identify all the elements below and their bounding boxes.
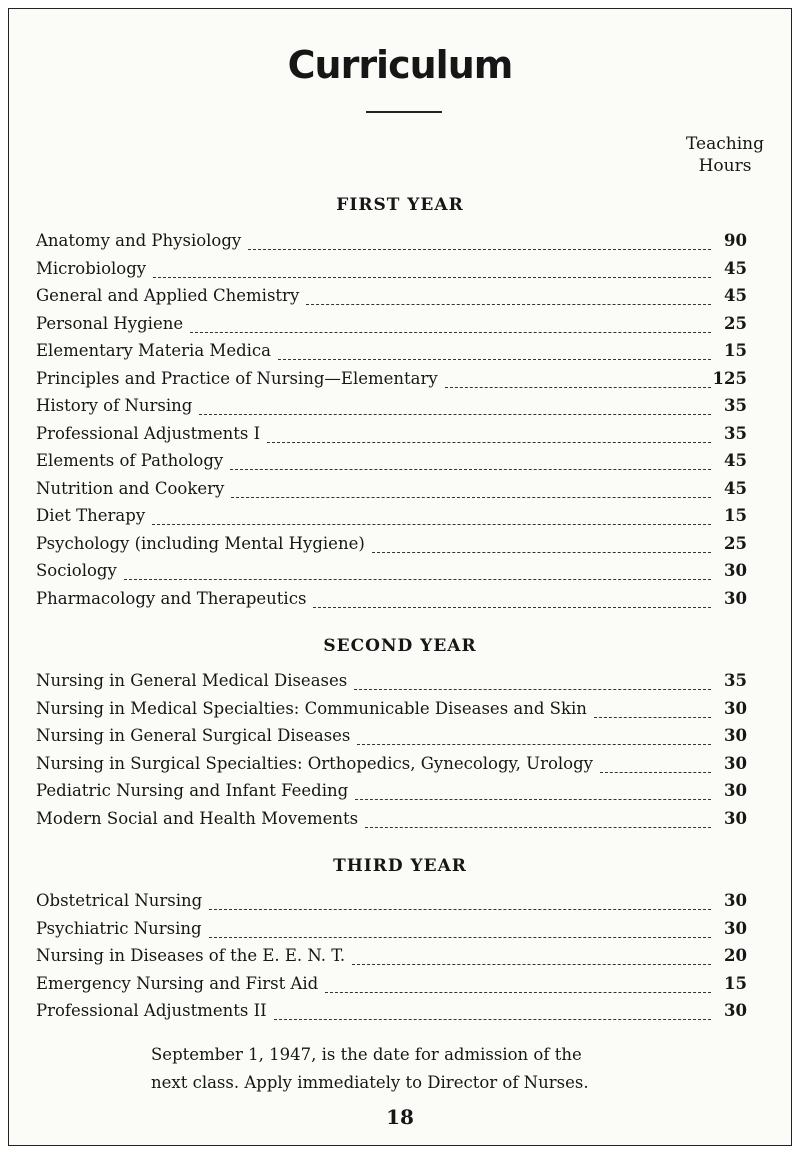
curriculum-row [36, 314, 747, 336]
teaching-hours-value: 35 [724, 423, 747, 443]
dot-leader [372, 552, 711, 553]
curriculum-row [36, 946, 747, 968]
curriculum-row [36, 369, 747, 391]
teaching-hours-value: 30 [724, 891, 747, 910]
dot-leader [231, 497, 711, 498]
subject-name: Pediatric Nursing and Infant Feeding [36, 781, 349, 800]
subject-name: Principles and Practice of Nursing—Elementary [36, 368, 438, 388]
dot-leader [365, 827, 711, 828]
curriculum-row [36, 534, 747, 556]
dot-leader [355, 799, 711, 800]
dot-leader [278, 359, 711, 360]
curriculum-row [36, 259, 747, 281]
curriculum-row [36, 424, 747, 446]
dot-leader [153, 277, 711, 278]
subject-name: Professional Adjustments II [36, 1001, 267, 1020]
dot-leader [352, 964, 711, 965]
admission-notice [139, 1041, 679, 1097]
teaching-hours-value: 25 [724, 533, 747, 553]
teaching-hours-value: 30 [724, 1001, 747, 1020]
section-heading: SECOND YEAR [323, 636, 477, 656]
hours-header-line-1: Teaching [686, 134, 764, 154]
subject-name: Nursing in Diseases of the E. E. N. T. [36, 946, 346, 965]
dot-leader [152, 524, 711, 525]
curriculum-row [36, 1001, 747, 1023]
teaching-hours-value: 35 [724, 396, 747, 415]
teaching-hours-value: 30 [724, 698, 747, 718]
dot-leader [313, 607, 711, 608]
teaching-hours-value: 125 [712, 368, 747, 388]
subject-name: Pharmacology and Therapeutics [36, 588, 307, 608]
curriculum-row [36, 671, 747, 693]
teaching-hours-value: 25 [724, 313, 747, 333]
subject-name: Sociology [36, 561, 117, 580]
document-page [8, 8, 792, 1146]
subject-name: Nutrition and Cookery [36, 478, 225, 498]
curriculum-row [36, 286, 747, 308]
teaching-hours-value: 30 [724, 561, 747, 580]
subject-name: Modern Social and Health Movements [36, 808, 359, 828]
teaching-hours-value: 45 [724, 451, 747, 470]
subject-name: Nursing in General Medical Diseases [36, 671, 348, 690]
subject-name: Nursing in Medical Specialties: Communicable Diseases and Skin [36, 698, 587, 718]
teaching-hours-value: 30 [724, 781, 747, 800]
teaching-hours-value: 30 [724, 588, 747, 608]
curriculum-row [36, 726, 747, 748]
subject-name: Emergency Nursing and First Aid [36, 973, 319, 993]
subject-name: Obstetrical Nursing [36, 891, 203, 910]
teaching-hours-header [675, 133, 775, 177]
hours-header-line-2: Hours [698, 156, 752, 176]
curriculum-row [36, 396, 747, 418]
curriculum-row [36, 506, 747, 528]
curriculum-row [36, 754, 747, 776]
section-heading: THIRD YEAR [333, 856, 467, 876]
teaching-hours-value: 15 [724, 973, 747, 993]
notice-line-2: next class. Apply immediately to Director of Nurses. [151, 1073, 589, 1092]
curriculum-row [36, 891, 747, 913]
teaching-hours-value: 30 [724, 808, 747, 828]
teaching-hours-value: 15 [724, 506, 747, 525]
dot-leader [306, 304, 711, 305]
notice-line-1: September 1, 1947, is the date for admission of the [151, 1045, 582, 1064]
curriculum-row [36, 341, 747, 363]
dot-leader [325, 992, 711, 993]
section-heading: FIRST YEAR [336, 195, 464, 215]
curriculum-row [36, 561, 747, 583]
subject-name: Professional Adjustments I [36, 423, 261, 443]
curriculum-row [36, 809, 747, 831]
teaching-hours-value: 45 [724, 258, 747, 278]
subject-name: Diet Therapy [36, 506, 146, 525]
subject-name: Personal Hygiene [36, 313, 184, 333]
teaching-hours-value: 30 [724, 726, 747, 745]
page-title: Curriculum [287, 43, 513, 87]
teaching-hours-value: 30 [724, 918, 747, 938]
subject-name: Nursing in Surgical Specialties: Orthopedics, Gynecology, Urology [36, 753, 593, 773]
teaching-hours-value: 30 [724, 753, 747, 773]
subject-name: Anatomy and Physiology [36, 231, 242, 250]
teaching-hours-value: 45 [724, 478, 747, 498]
dot-leader [209, 909, 711, 910]
curriculum-row [36, 589, 747, 611]
curriculum-row [36, 781, 747, 803]
teaching-hours-value: 15 [724, 341, 747, 360]
dot-leader [209, 937, 711, 938]
title-underline [366, 111, 442, 113]
curriculum-row [36, 451, 747, 473]
teaching-hours-value: 20 [724, 946, 747, 965]
dot-leader [445, 387, 711, 388]
dot-leader [600, 772, 711, 773]
dot-leader [199, 414, 711, 415]
dot-leader [594, 717, 711, 718]
subject-name: Psychiatric Nursing [36, 918, 202, 938]
subject-name: Psychology (including Mental Hygiene) [36, 533, 365, 553]
teaching-hours-value: 45 [724, 286, 747, 305]
dot-leader [190, 332, 711, 333]
subject-name: Elements of Pathology [36, 451, 224, 470]
subject-name: Nursing in General Surgical Diseases [36, 726, 351, 745]
subject-name: Elementary Materia Medica [36, 341, 271, 360]
subject-name: Microbiology [36, 258, 147, 278]
curriculum-row [36, 231, 747, 253]
curriculum-row [36, 479, 747, 501]
dot-leader [230, 469, 711, 470]
teaching-hours-value: 90 [724, 231, 747, 250]
subject-name: History of Nursing [36, 396, 193, 415]
dot-leader [274, 1019, 711, 1020]
dot-leader [354, 689, 711, 690]
dot-leader [124, 579, 711, 580]
page-number: 18 [386, 1105, 414, 1129]
dot-leader [267, 442, 711, 443]
teaching-hours-value: 35 [724, 671, 747, 690]
dot-leader [357, 744, 711, 745]
curriculum-row [36, 699, 747, 721]
subject-name: General and Applied Chemistry [36, 286, 300, 305]
curriculum-row [36, 974, 747, 996]
curriculum-row [36, 919, 747, 941]
dot-leader [248, 249, 711, 250]
